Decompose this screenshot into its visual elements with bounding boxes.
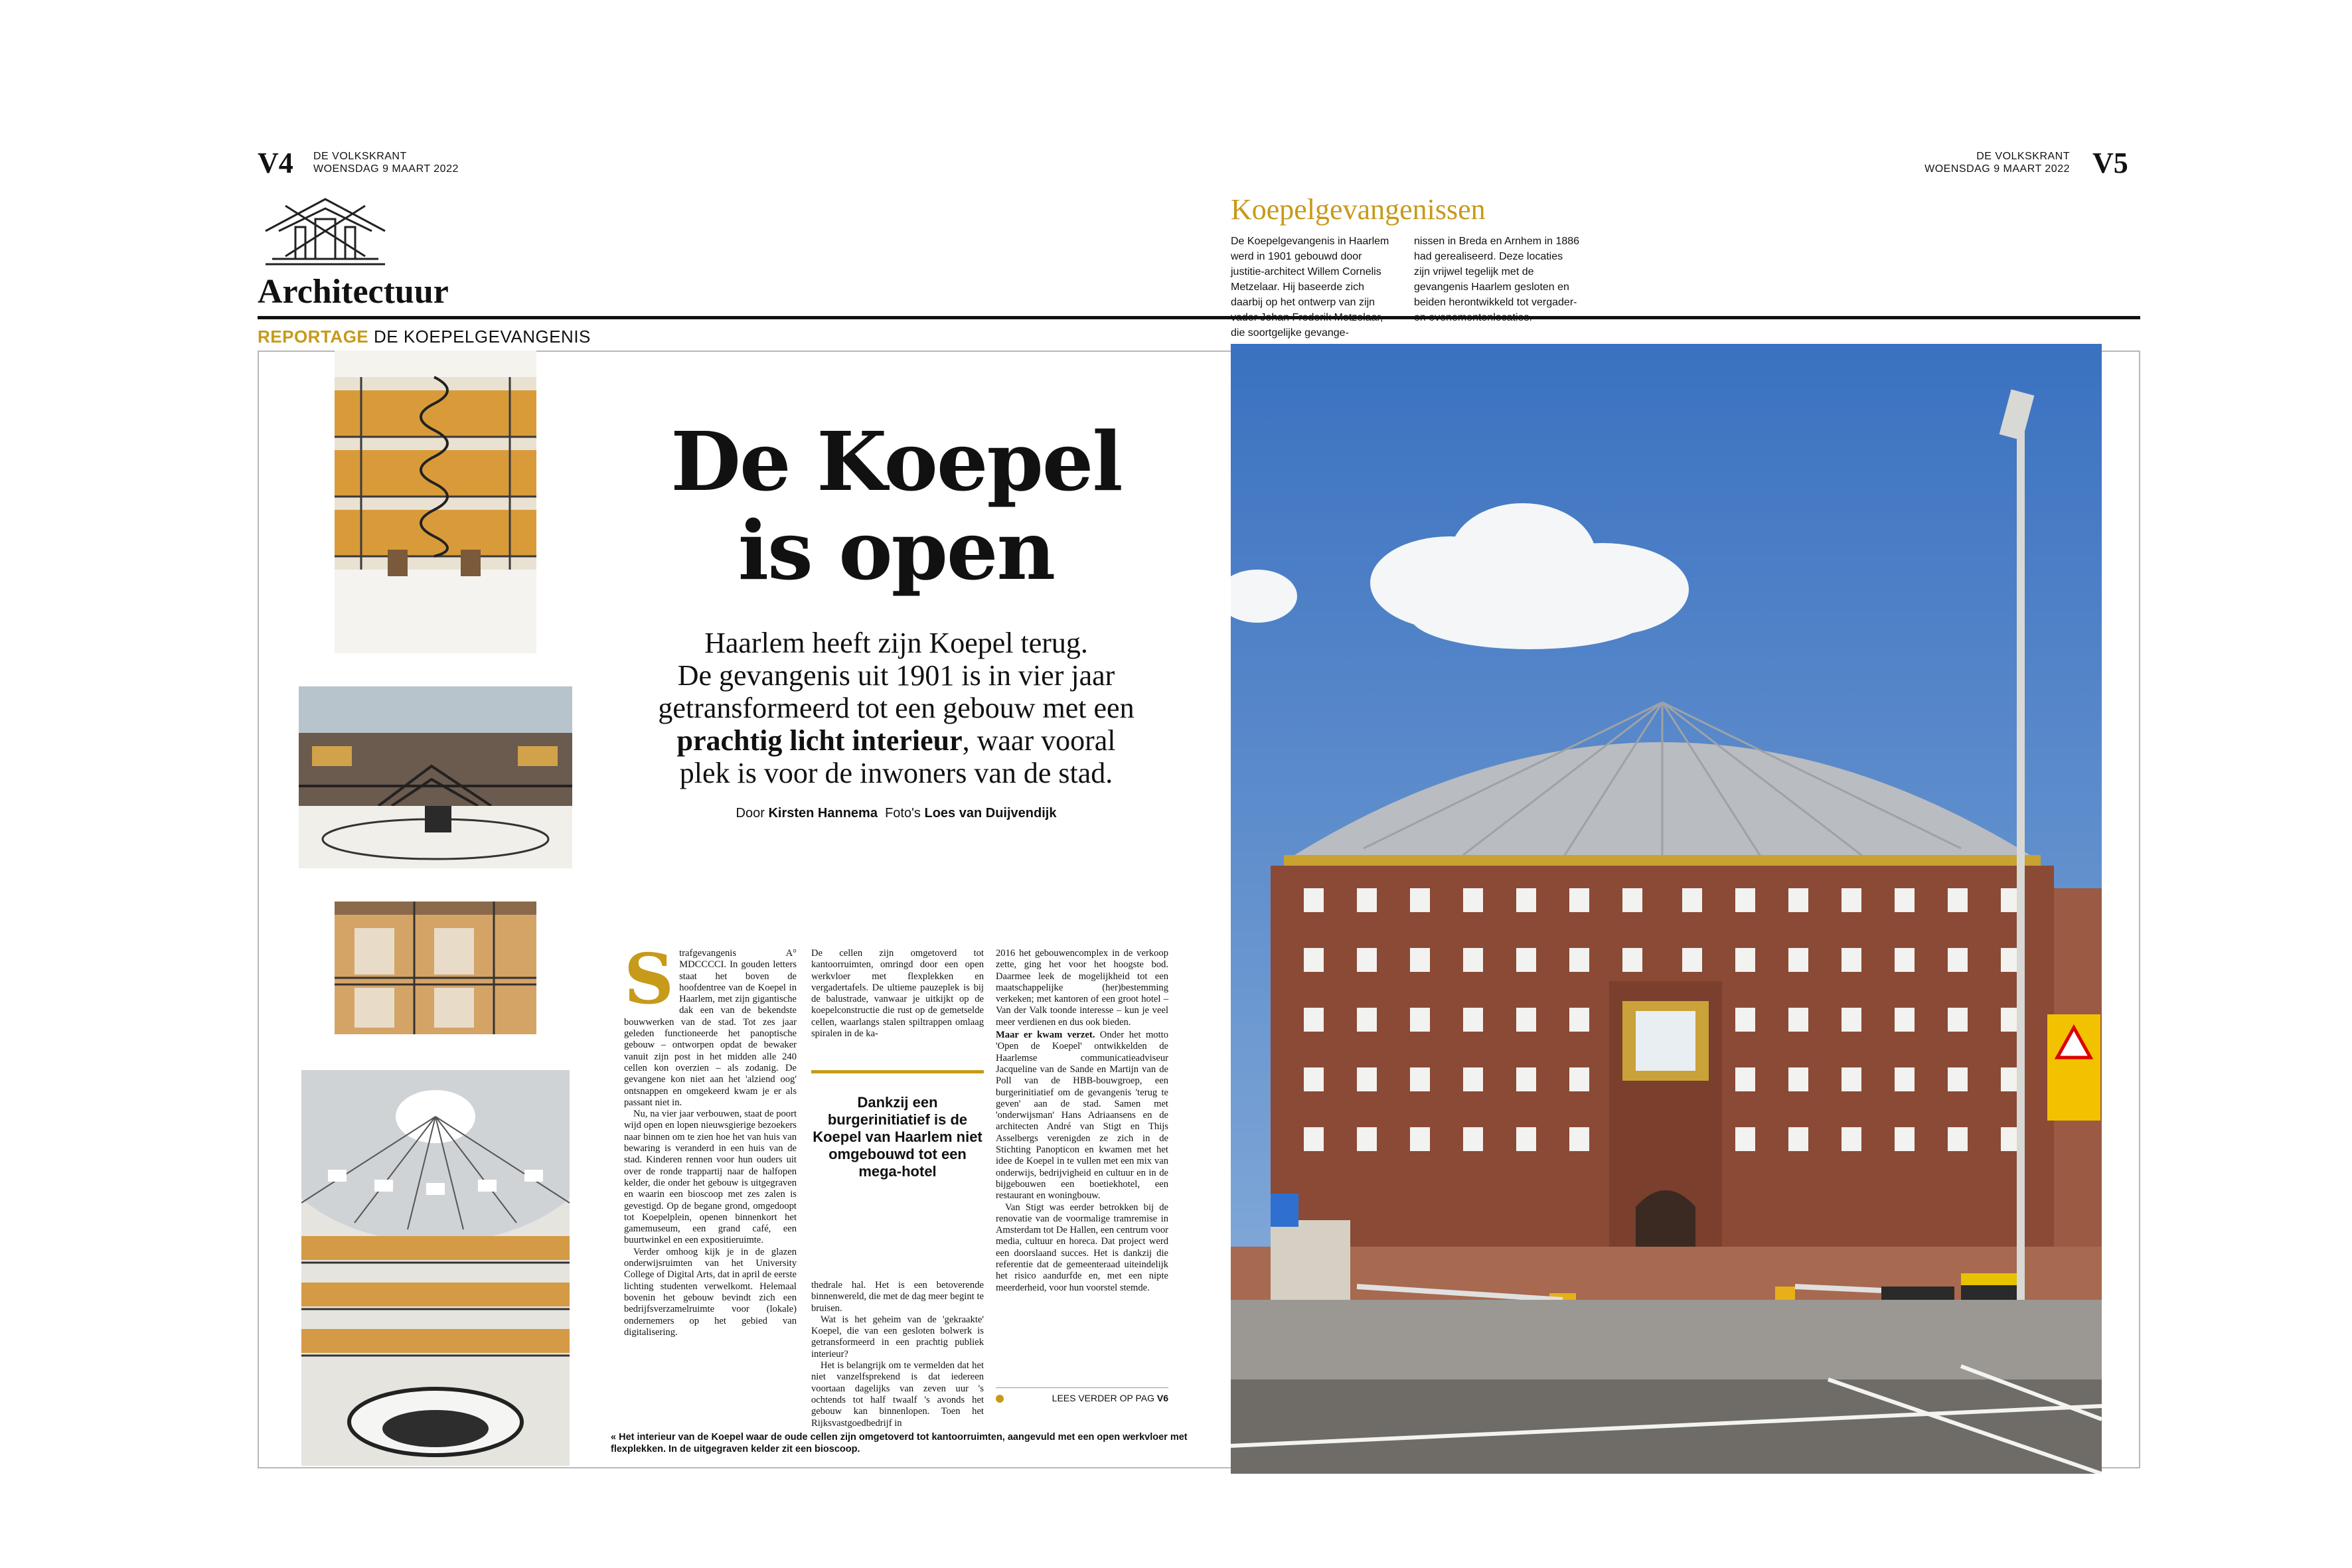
lead-line-2: De gevangenis uit 1901 is in vier jaar (677, 659, 1115, 692)
byline-by-label: Door (736, 806, 765, 821)
bullet-icon (996, 1395, 1004, 1403)
col1-paragraph-2: Nu, na vier jaar verbouwen, staat de poort wijd open en lopen nieuwsgierige bezoekers naar binnen om te zien hoe het van huis van bewaring is veranderd in een huis van de stad. Kinderen rennen voor hun ouders uit over de ronde trappartij naar de halfopen kelder, die onder het gebouw is uitgegraven en waarin een bioscoop met zes zalen is gevestigd. Op de begane grond, omgedoopt tot Koepelplein, openen binnenkort het gamemuseum, een grand café, een buurtwinkel en een expositieruimte. (624, 1109, 797, 1246)
central-hall-photo (299, 686, 572, 868)
col1-paragraph-3: Verder omhoog kijk je in de glazen onderwijsruimten van het University College of Digital Arts, dat in april de eerste lichting studenten verwelkomt. Helemaal bovenin het gebouw bevindt zich een bedrijfsverzamelruimte voor (lokale) ondernemers op het gebied van digitalisering. (624, 1246, 797, 1338)
col1-paragraph-1: trafgevangenis A° MDCCCCI. In gouden letters staat het boven de hoofdentree van de Koepel in Haarlem, met zijn gigantische dak een van de bekendste bouwwerken van de stad. Tot zes jaar geleden functioneerde het panoptische gebouw – ontworpen opdat de bewaker vanuit zijn post in het midden alle 240 cellen kon overzien – als zodanig. De gevangene kon niet aan het 'alziend oog' ontsnappen en omgekeerd kwam je er als passant niet in. (624, 948, 797, 1108)
lead-line-4 (611, 724, 1182, 757)
left-date: WOENSDAG 9 MAART 2022 (313, 163, 459, 175)
byline-author: Kirsten Hannema (768, 806, 878, 821)
header-rule (258, 316, 2140, 319)
architecture-logo-icon (259, 193, 392, 272)
byline-photo-label: Foto's (885, 806, 921, 821)
byline-photographer: Loes van Duijvendijk (924, 806, 1057, 821)
right-page-number: V5 (2092, 147, 2128, 179)
continued-note (996, 1393, 1168, 1403)
right-paper-name: DE VOLKSKRANT (1976, 151, 2070, 162)
col3-lead-in: Maar er kwam verzet. (996, 1030, 1095, 1041)
lead-line-1: Haarlem heeft zijn Koepel terug. (704, 627, 1088, 659)
continued-rule (996, 1387, 1168, 1388)
body-column-2b (811, 1280, 984, 1429)
col3-paragraph-2-text: Onder het motto 'Open de Koepel' ontwikkelden de Haarlemse communicatieadviseur Jacqueline van de Sande en Martijn van de Poll van de HBB-bouwgroep, een burgerinitiatief om de gevangenis 'terug te geven' aan de stad. Samen met 'onderwijsman' Hans Adriaansens en de architecten André van Stigt en Thijs Asselbergs verenigden ze zich in de Stichting Panopticon en kwamen met het idee de Koepel in te vullen met een mix van onderwijs, bedrijvigheid en cultuur en in de bijgebouwen een boetiekhotel, een restaurant en woningbouw. (996, 1030, 1168, 1202)
col2-paragraph-4: Het is belangrijk om te vermelden dat het niet vanzelfsprekend is dat iedereen voortaan dagelijks van zeven uur 's ochtends tot half twaalf 's avonds het gebouw kan binnenlopen. Toen het Rijksvastgoedbedrijf in (811, 1360, 984, 1429)
sidebar-column-1: De Koepelgevangenis in Haarlem werd in 1901 gebouwd door justitie-architect Willem Cornelis Metzelaar. Hij baseerde zich daarbij op het ontwerp van zijn die soortgelijke gevange- (1231, 236, 1389, 339)
koepel-exterior-photo (1231, 344, 2102, 1474)
lead (611, 627, 1182, 789)
left-page-number: V4 (258, 147, 293, 179)
right-masthead (1905, 150, 2070, 175)
sidebar-title: Koepelgevangenissen (1231, 193, 1486, 226)
col2-paragraph-3: Wat is het geheim van de 'gekraakte' Koepel, die van een gesloten bolwerk is getransformeerd in een prachtig publiek interieur? (811, 1314, 984, 1360)
section-title: Architectuur (258, 273, 449, 311)
photo-caption (611, 1431, 1195, 1455)
kicker-topic: DE KOEPELGEVANGENIS (374, 327, 591, 347)
kicker (258, 327, 591, 347)
pull-quote: Dankzij een burgerinitiatief is de Koepel van Haarlem niet omgebouwd tot een mega-hotel (813, 1094, 982, 1180)
continued-page: V6 (1156, 1393, 1168, 1403)
caption-arrow-icon: « (611, 1432, 617, 1443)
headline (611, 414, 1182, 598)
lead-line-3: getransformeerd tot een gebouw met een (658, 692, 1135, 724)
dome-interior-photo (301, 1070, 570, 1466)
col2-paragraph-1: De cellen zijn omgetoverd tot kantoorruimten, omringd door een open werkvloer met flexplekken en vergadertafels. De ultieme pauzeplek is bij de balustrade, vanwaar je uitkijkt op de koepelconstructie die rust op de gemetselde cellen, waarlangs stalen spiltrappen omlaag spiralen in de ka- (811, 948, 984, 1040)
body-column-1 (624, 938, 797, 1338)
interior-atrium-photo (335, 351, 536, 653)
body-column-2 (811, 948, 984, 1040)
left-masthead (313, 150, 459, 175)
sidebar-column-2: nissen in Breda en Arnhem in 1886 had gerealiseerd. Deze locaties zijn vrijwel tegelijk met de gevangenis Haarlem gesloten en beiden herontwikkeld tot vergader- (1414, 236, 1580, 308)
col3-paragraph-2 (996, 1030, 1168, 1202)
headline-line-2: is open (738, 503, 1055, 598)
body-column-3 (996, 948, 1168, 1294)
left-paper-name: DE VOLKSKRANT (313, 151, 407, 162)
pull-quote-rule (811, 1070, 984, 1073)
continued-label: LEES VERDER OP PAG (1052, 1393, 1154, 1403)
caption-text: Het interieur van de Koepel waar de oude cellen zijn omgetoverd tot kantoorruimten, aangevuld met een open werkvloer met flexplekken. In de uitgegraven kelder zit een bioscoop. (611, 1432, 1188, 1454)
cell-doors-photo (335, 902, 536, 1034)
col2-paragraph-2: thedrale hal. Het is een betoverende binnenwereld, die met de dag meer begint te bruisen. (811, 1280, 984, 1314)
byline (611, 806, 1182, 821)
lead-line-5: plek is voor de inwoners van de stad. (679, 757, 1113, 789)
col3-paragraph-1: 2016 het gebouwencomplex in de verkoop zette, ging het voor het hoogste bod. Daarmee leek de mogelijkheid tot een maatschappelijke (her)bestemming verkeken; met kantoren of een groot hotel – Van der Valk toonde interesse – kun je veel meer verdienen en dus ook bieden. (996, 948, 1168, 1028)
kicker-label: REPORTAGE (258, 327, 369, 347)
drop-cap: S (624, 938, 674, 1020)
lead-bold: prachtig licht interieur (676, 724, 963, 757)
right-date: WOENSDAG 9 MAART 2022 (1924, 163, 2070, 175)
lead-rest: , waar vooral (962, 724, 1116, 757)
col3-paragraph-3: Van Stigt was eerder betrokken bij de renovatie van de voormalige tramremise in Amsterdam tot De Hallen, een centrum voor media, cultuur en horeca. Dat project werd een doorslaand succes. Het is dankzij die referentie dat de gemeenteraad uiteindelijk het risico aandurfde en, met een nipte meerderheid, voor hun voorstel stemde. (996, 1202, 1168, 1293)
headline-line-1: De Koepel (670, 414, 1122, 509)
